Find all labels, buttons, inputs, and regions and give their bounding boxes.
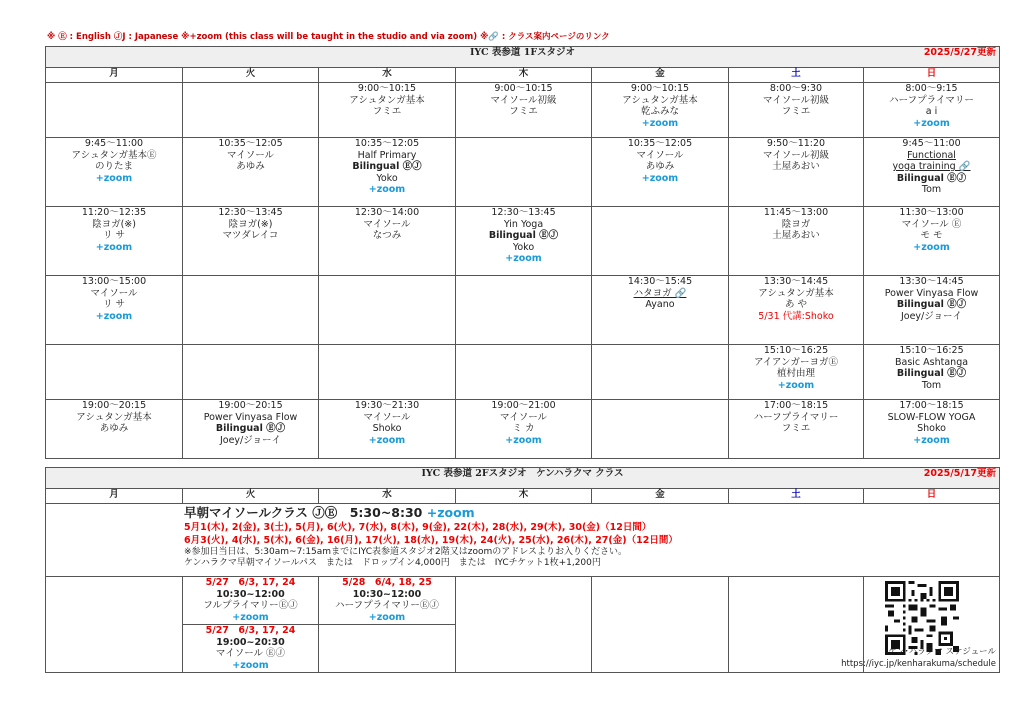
- class-cell-wed: [319, 345, 456, 400]
- class-line: 10:35～12:05: [218, 138, 283, 149]
- class-line: 土屋あおい: [772, 161, 820, 172]
- class-line: Joey/ジョーイ: [900, 310, 963, 322]
- class-line: 10:35～12:05: [354, 138, 420, 149]
- class-line: マイソール: [90, 287, 138, 299]
- class-line: 9:45～11:00: [84, 138, 144, 149]
- studio1-day-sun: 日: [864, 68, 1000, 83]
- schedule-row: [46, 400, 1000, 459]
- class-line: 19:00～20:15: [81, 400, 147, 411]
- s2-sun-qr-cell: [841, 577, 1000, 673]
- class-line: 乾ふみな: [640, 106, 679, 117]
- s2-tue-evening-zoom: +zoom: [232, 659, 269, 671]
- class-line: 9:45～11:00: [902, 138, 961, 149]
- class-cell-sun[interactable]: [864, 345, 1000, 400]
- studio2-day-sun: 日: [864, 489, 1000, 504]
- zoom-label: +zoom: [641, 172, 679, 184]
- class-cell-wed[interactable]: [319, 400, 456, 459]
- class-line: フミエ: [781, 106, 811, 117]
- class-line: マイソール: [226, 149, 275, 161]
- zoom-label: +zoom: [95, 241, 133, 253]
- bilingual-label: Bilingual ⒺⒿ: [352, 161, 422, 172]
- s2-wed-morning: [319, 577, 456, 625]
- class-line: 9:00～10:15: [357, 83, 417, 94]
- early-dates-may: 5月1(木), 2(金), 3(土), 5(月), 6(火), 7(水), 8(木), 9(金), 22(木), 28(水), 29(木), 30(金)（12日間）: [184, 522, 652, 533]
- class-line: 9:00～10:15: [630, 83, 690, 94]
- early-title: 早朝マイソールクラス ⒿⒺ 5:30~8:30: [184, 505, 423, 520]
- class-cell-thu: [456, 345, 592, 400]
- early-note: ※参加日当日は、5:30am~7:15amまでにIYC表参道スタジオ2階又はzoomのアドレスよりお入りください。: [184, 547, 627, 557]
- class-line: アシュタンガ基本: [76, 411, 152, 423]
- class-line: 13:00～15:00: [81, 276, 147, 287]
- class-line: 13:30～14:45: [763, 276, 829, 287]
- class-line: マツダレイコ: [222, 230, 279, 241]
- zoom-label: +zoom: [505, 434, 542, 446]
- s2-wed-morning-class: ハーフプライマリーⒺⒿ: [335, 600, 439, 611]
- class-line: アシュタンガ基本: [758, 287, 834, 299]
- class-line: アイアンガーヨガⒺ: [754, 356, 838, 368]
- class-cell-fri[interactable]: [592, 276, 729, 345]
- class-line: アシュタンガ基本: [349, 94, 425, 106]
- class-line: 15:10～16:25: [763, 345, 829, 356]
- studio1-day-mon: 月: [46, 68, 183, 83]
- class-cell-thu[interactable]: [456, 207, 592, 276]
- class-line: Basic Ashtanga: [894, 356, 969, 368]
- qr-url[interactable]: https://iyc.jp/kenharakuma/schedule: [841, 659, 997, 669]
- class-line: Shoko: [372, 423, 402, 434]
- class-line: のりたま: [94, 161, 133, 172]
- bilingual-label: Bilingual ⒺⒿ: [896, 368, 967, 379]
- class-line: Half Primary: [357, 149, 417, 161]
- class-cell-mon: [46, 83, 183, 138]
- class-line: マイソール初級: [762, 94, 830, 106]
- class-line: 13:30～14:45: [899, 276, 964, 287]
- schedule-row: [46, 83, 1000, 138]
- class-line: 12:30～13:45: [218, 207, 283, 218]
- class-line: 19:30～21:30: [354, 400, 420, 411]
- class-line: Shoko: [917, 423, 946, 434]
- class-cell-sun[interactable]: [864, 138, 1000, 207]
- class-line: 11:30～13:00: [899, 207, 964, 218]
- s2-tue-evening-class: マイソール ⒺⒿ: [215, 648, 286, 659]
- class-cell-thu[interactable]: [456, 83, 592, 138]
- class-line: 12:30～13:45: [491, 207, 556, 218]
- class-line: あゆみ: [236, 161, 265, 172]
- class-cell-thu[interactable]: [456, 400, 592, 459]
- class-cell-tue[interactable]: [183, 207, 319, 276]
- class-line: マイソール初級: [490, 94, 557, 106]
- qr-caption: ケン･ハラクマ スケジュール: [887, 647, 997, 657]
- early-pass: ケンハラクマ早朝マイソールパス または ドロップイン4,000円 または IYCチケット1枚+1,200円: [184, 558, 601, 568]
- class-line: あゆみ: [99, 423, 129, 434]
- class-line: 19:00～20:15: [218, 400, 283, 411]
- class-cell-sat[interactable]: [729, 345, 864, 400]
- class-cell-fri: [592, 345, 729, 400]
- class-line: 陰ヨガ(※): [228, 218, 273, 230]
- studio2-day-sat: 土: [729, 489, 864, 504]
- s2-wed-evening: [319, 625, 456, 673]
- class-line[interactable]: Functional: [907, 149, 956, 161]
- bilingual-label: Bilingual ⒺⒿ: [488, 230, 559, 241]
- studio1-day-fri: 金: [592, 68, 729, 83]
- class-line: Power Vinyasa Flow: [884, 287, 979, 299]
- studio2-schedule-table: [45, 467, 1000, 673]
- class-cell-fri: [592, 400, 729, 459]
- s2-tue-morning-zoom: +zoom: [232, 611, 269, 623]
- s2-wed-morning-dates: 5/28 6/4, 18, 25: [342, 577, 432, 588]
- class-cell-mon[interactable]: [46, 276, 183, 345]
- studio1-day-sat: 土: [729, 68, 864, 83]
- class-cell-sat[interactable]: [729, 138, 864, 207]
- schedule-row: [46, 276, 1000, 345]
- zoom-label: +zoom: [913, 434, 950, 446]
- studio1-schedule-table: [45, 46, 1000, 459]
- class-line: リ サ: [102, 230, 126, 241]
- studio2-updated: 2025/5/17更新: [923, 468, 997, 479]
- class-line: 17:00～18:15: [899, 400, 964, 411]
- class-cell-wed: [319, 276, 456, 345]
- class-line: ハーフプライマリー: [753, 411, 839, 423]
- class-line: 陰ヨガ(※): [92, 218, 136, 230]
- class-line: フミエ: [509, 106, 538, 117]
- class-cell-sun[interactable]: [864, 400, 1000, 459]
- class-line: 15:10～16:25: [899, 345, 964, 356]
- class-line: 9:00～10:15: [494, 83, 553, 94]
- class-cell-sun[interactable]: [864, 207, 1000, 276]
- zoom-label: +zoom: [777, 379, 815, 391]
- class-line: フミエ: [781, 423, 811, 434]
- studio2-title-cell: [46, 468, 1000, 489]
- class-line: リ サ: [102, 299, 126, 310]
- class-cell-sat[interactable]: [729, 400, 864, 459]
- s2-thu-cell: [456, 577, 592, 673]
- class-line: ミ カ: [512, 423, 535, 434]
- zoom-label: +zoom: [913, 117, 950, 129]
- class-cell-wed[interactable]: [319, 207, 456, 276]
- class-line: SLOW-FLOW YOGA: [887, 411, 976, 423]
- class-line: Tom: [921, 379, 942, 391]
- studio1-title: IYC 表参道 1Fスタジオ: [469, 47, 576, 58]
- class-line: Yoko: [376, 172, 398, 184]
- class-line: アシュタンガ基本: [622, 94, 698, 106]
- class-line[interactable]: yoga training 🔗: [892, 161, 971, 172]
- studio1-updated: 2025/5/27更新: [923, 47, 997, 58]
- class-line[interactable]: ハタヨガ 🔗: [633, 287, 687, 299]
- studio1-day-thu: 木: [456, 68, 592, 83]
- class-line: Yoko: [512, 241, 535, 253]
- studio2-day-fri: 金: [592, 489, 729, 504]
- schedule-row: [46, 138, 1000, 207]
- studio2-title: IYC 表参道 2Fスタジオ ケンハラクマ クラス: [421, 468, 624, 479]
- class-line: 植村由理: [776, 368, 815, 379]
- class-cell-wed[interactable]: [319, 138, 456, 207]
- s2-wed-morning-zoom: +zoom: [368, 611, 406, 623]
- class-cell-sun[interactable]: [864, 83, 1000, 138]
- schedule-row: [46, 345, 1000, 400]
- class-cell-fri[interactable]: [592, 83, 729, 138]
- class-line: マイソール初級: [762, 149, 830, 161]
- s2-wed-morning-time: 10:30~12:00: [352, 588, 422, 600]
- studio2-day-mon: 月: [46, 489, 183, 504]
- class-cell-mon: [46, 345, 183, 400]
- s2-tue-morning-class: フルプライマリーⒺⒿ: [203, 600, 298, 611]
- class-cell-tue: [183, 83, 319, 138]
- class-line: Power Vinyasa Flow: [203, 411, 298, 423]
- zoom-label: +zoom: [95, 172, 133, 184]
- class-line: Joey/ジョーイ: [219, 434, 282, 446]
- class-line: ハーフプライマリー: [889, 94, 974, 106]
- class-line: なつみ: [372, 230, 402, 241]
- legend-note: ※ Ⓔ : English ⒿJ : Japanese ※+zoom (this class will be taught in the studio and via zoom) ※🔗 : クラス案内ページのリンク: [47, 32, 610, 42]
- class-cell-sun[interactable]: [864, 276, 1000, 345]
- class-cell-thu: [456, 138, 592, 207]
- class-line: フミエ: [372, 106, 402, 117]
- class-line: 14:30～15:45: [627, 276, 693, 287]
- class-cell-fri[interactable]: [592, 138, 729, 207]
- class-line: モ モ: [920, 230, 943, 241]
- studio1-day-tue: 火: [183, 68, 319, 83]
- class-line: Tom: [921, 184, 942, 195]
- s2-tue-morning-time: 10:30~12:00: [216, 588, 285, 600]
- class-line: 9:50～11:20: [766, 138, 826, 149]
- early-mysore-block: [46, 504, 1000, 577]
- zoom-label: +zoom: [368, 434, 406, 446]
- s2-tue-morning: [183, 577, 319, 625]
- class-line: 11:20～12:35: [81, 207, 147, 218]
- class-cell-wed[interactable]: [319, 83, 456, 138]
- s2-tue-evening-time: 19:00~20:30: [216, 636, 285, 648]
- bilingual-label: Bilingual ⒺⒿ: [896, 172, 967, 184]
- class-line: あゆみ: [645, 161, 675, 172]
- class-line: あ や: [784, 299, 808, 310]
- schedule-row: [46, 207, 1000, 276]
- class-line: 8:00～9:15: [905, 83, 958, 94]
- class-cell-tue: [183, 345, 319, 400]
- s2-tue-evening: [183, 625, 319, 673]
- class-line: 12:30～14:00: [354, 207, 420, 218]
- class-cell-sat[interactable]: [729, 207, 864, 276]
- class-line: Yin Yoga: [503, 218, 544, 230]
- class-cell-tue: [183, 276, 319, 345]
- class-cell-mon[interactable]: [46, 400, 183, 459]
- s2-mon-cell: [46, 577, 183, 673]
- studio1-day-wed: 水: [319, 68, 456, 83]
- class-cell-thu: [456, 276, 592, 345]
- class-cell-mon[interactable]: [46, 138, 183, 207]
- class-line: 5/31 代講:Shoko: [758, 310, 834, 322]
- zoom-label: +zoom: [913, 241, 950, 253]
- class-line: 土屋あおい: [772, 230, 820, 241]
- studio2-day-thu: 木: [456, 489, 592, 504]
- studio2-day-tue: 火: [183, 489, 319, 504]
- class-line: マイソール: [499, 411, 548, 423]
- class-line: 陰ヨガ: [781, 218, 811, 230]
- class-line: マイソール Ⓔ: [901, 218, 962, 230]
- zoom-label: +zoom: [95, 310, 133, 322]
- class-line: a i: [925, 106, 938, 117]
- class-line: 10:35～12:05: [627, 138, 693, 149]
- class-cell-sat[interactable]: [729, 276, 864, 345]
- bilingual-label: Bilingual ⒺⒿ: [896, 299, 967, 310]
- early-zoom: +zoom: [426, 505, 475, 520]
- class-cell-sat[interactable]: [729, 83, 864, 138]
- studio2-day-wed: 水: [319, 489, 456, 504]
- s2-fri-cell: [592, 577, 729, 673]
- class-line: Ayano: [645, 299, 675, 310]
- class-line: 17:00～18:15: [763, 400, 829, 411]
- studio1-title-cell: [46, 47, 1000, 68]
- s2-tue-morning-dates: 5/27 6/3, 17, 24: [205, 577, 296, 588]
- early-dates-june: 6月3(火), 4(水), 5(木), 6(金), 16(月), 17(火), 18(水), 19(木), 24(火), 25(水), 26(木), 27(金)（12日間）: [184, 535, 678, 546]
- class-line: 11:45～13:00: [763, 207, 829, 218]
- s2-tue-evening-dates: 5/27 6/3, 17, 24: [205, 625, 296, 636]
- class-cell-tue[interactable]: [183, 138, 319, 207]
- class-cell-fri: [592, 207, 729, 276]
- class-cell-tue[interactable]: [183, 400, 319, 459]
- class-line: マイソール: [363, 218, 411, 230]
- class-line: マイソール: [636, 149, 684, 161]
- class-line: 19:00～21:00: [491, 400, 556, 411]
- class-line: マイソール: [363, 411, 411, 423]
- zoom-label: +zoom: [641, 117, 679, 129]
- zoom-label: +zoom: [505, 253, 542, 264]
- class-cell-mon[interactable]: [46, 207, 183, 276]
- class-line: 8:00～9:30: [769, 83, 823, 94]
- class-line: アシュタンガ基本Ⓔ: [71, 149, 157, 161]
- bilingual-label: Bilingual ⒺⒿ: [215, 423, 286, 434]
- zoom-label: +zoom: [368, 184, 406, 195]
- qr-code[interactable]: [885, 581, 959, 655]
